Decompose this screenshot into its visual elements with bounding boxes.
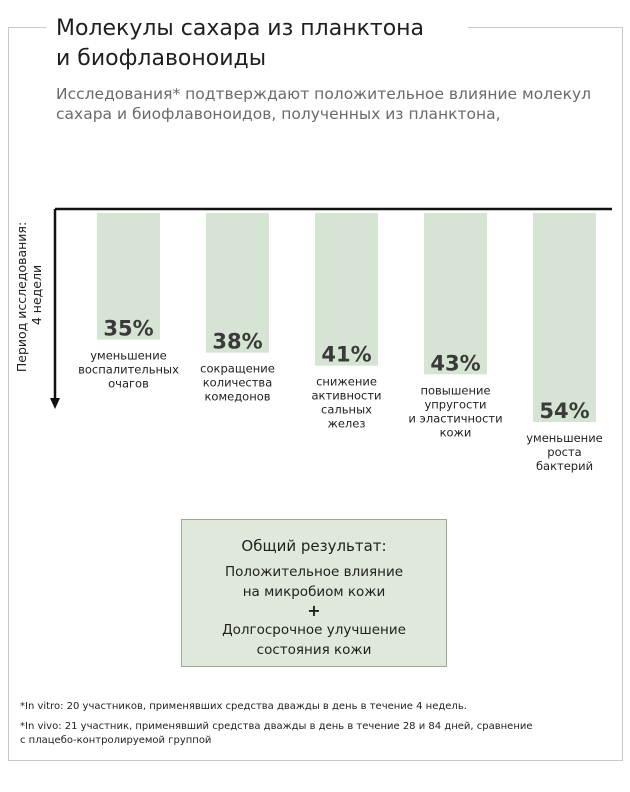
bar-5 (533, 213, 596, 422)
category-label-3-line-1: снижение (316, 374, 377, 389)
frame-top-border-left (8, 27, 46, 28)
y-axis-label-line-2: 4 недели (29, 264, 44, 326)
subtitle-line-2: сахара и биофлавоноидов, полученных из планктона, (56, 105, 501, 123)
frame-top-border-right (468, 27, 623, 28)
category-label-2-line-3: комедонов (204, 389, 271, 404)
footnote-in-vivo-line-2: с плацебо-контролируемой группой (20, 735, 212, 746)
result-line-4: состояния кожи (256, 642, 372, 658)
category-label-3-line-3: сальных (321, 402, 372, 417)
bar-value-label-2: 38% (212, 329, 263, 354)
bar-value-label-5: 54% (539, 399, 590, 423)
category-label-2 (200, 362, 275, 404)
footnotes (20, 700, 610, 754)
category-label-5-line-3: бактерий (535, 459, 594, 473)
result-title: Общий результат: (241, 537, 387, 555)
category-label-3-line-4: желез (327, 416, 366, 431)
result-line-2: на микробиом кожи (242, 584, 386, 600)
result-plus: + (307, 601, 321, 620)
result-line-3: Долгосрочное улучшение (222, 622, 406, 638)
result-line-1: Положительное влияние (224, 564, 404, 580)
category-label-3 (312, 375, 382, 431)
category-label-5-line-2: роста (547, 445, 582, 459)
page-subtitle (56, 84, 616, 124)
subtitle-line-1: Исследования* подтверждают положительное влияние молекул (56, 85, 592, 103)
bar-value-label-1: 35% (103, 316, 154, 341)
category-label-4-line-3: и эластичности (408, 411, 503, 426)
page-title (56, 14, 476, 74)
bar-value-label-3: 41% (321, 342, 372, 367)
footnote-in-vitro: *In vitro: 20 участников, применявших средства дважды в день в течение 4 недель. (20, 701, 467, 712)
category-label-3-line-2: активности (311, 388, 382, 403)
bar-value-label-4: 43% (430, 351, 481, 376)
footnote-in-vivo-line-1: *In vivo: 21 участник, применявший средства дважды в день в течение 28 и 84 дней, сравнение (20, 721, 533, 732)
overall-result-box (181, 519, 447, 667)
category-label-2-line-1: сокращение (200, 361, 275, 376)
bar-group (78, 213, 603, 473)
category-label-4-line-4: кожи (439, 425, 472, 440)
category-label-2-line-2: количества (202, 375, 273, 390)
category-label-1 (78, 349, 179, 391)
category-label-1-line-2: воспалительных (78, 362, 179, 377)
title-line-1: Молекулы сахара из планктона (56, 16, 425, 41)
y-axis-label-line-1: Период исследования: (14, 221, 29, 373)
y-axis-label (14, 218, 44, 372)
frame-bottom-border (8, 760, 623, 761)
bar-chart (0, 190, 630, 480)
bar-4 (424, 213, 487, 374)
footnote-in-vivo (20, 720, 610, 748)
category-label-4-line-1: повышение (420, 383, 491, 398)
category-label-4 (408, 383, 502, 439)
title-line-2: и биофлавоноиды (56, 46, 267, 71)
y-axis-arrow (50, 398, 60, 409)
category-label-1-line-3: очагов (108, 376, 149, 391)
category-label-5 (526, 431, 603, 473)
category-label-1-line-1: уменьшение (90, 348, 167, 363)
category-label-4-line-2: упругости (424, 397, 487, 412)
category-label-5-line-1: уменьшение (526, 431, 603, 445)
